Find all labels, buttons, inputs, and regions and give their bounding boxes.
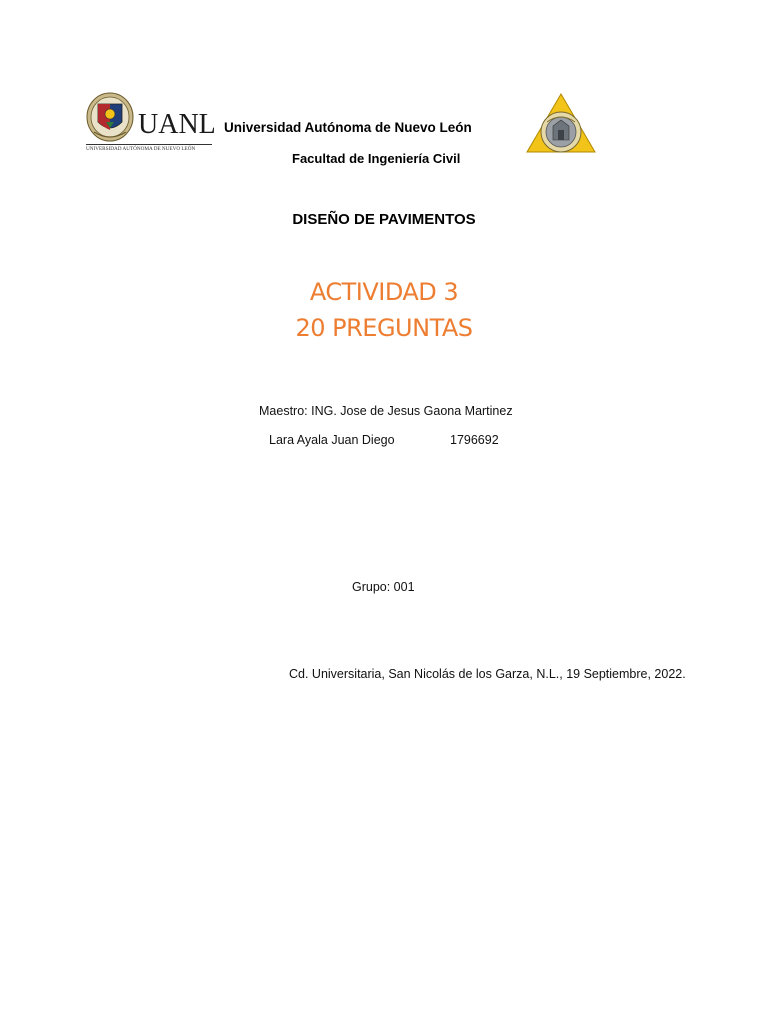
activity-subtitle: 20 PREGUNTAS [295, 314, 473, 342]
uanl-seal-icon [86, 92, 134, 142]
course-title: DISEÑO DE PAVIMENTOS [292, 211, 476, 228]
uanl-wordmark: UANL [138, 109, 216, 140]
student-name: Lara Ayala Juan Diego [269, 433, 395, 447]
university-name: Universidad Autónoma de Nuevo León [224, 120, 472, 135]
fic-triangle-logo-icon [525, 92, 597, 160]
uanl-underline [86, 144, 212, 145]
uanl-logo [86, 92, 216, 154]
teacher-line: Maestro: ING. Jose de Jesus Gaona Martinez [259, 404, 513, 418]
faculty-name: Facultad de Ingeniería Civil [292, 151, 461, 166]
place-date: Cd. Universitaria, San Nicolás de los Garza, N.L., 19 Septiembre, 2022. [289, 667, 686, 681]
student-id: 1796692 [450, 433, 499, 447]
uanl-subtitle: UNIVERSIDAD AUTÓNOMA DE NUEVO LEÓN [86, 146, 196, 152]
group-line: Grupo: 001 [352, 580, 415, 594]
activity-title: ACTIVIDAD 3 [309, 278, 459, 306]
